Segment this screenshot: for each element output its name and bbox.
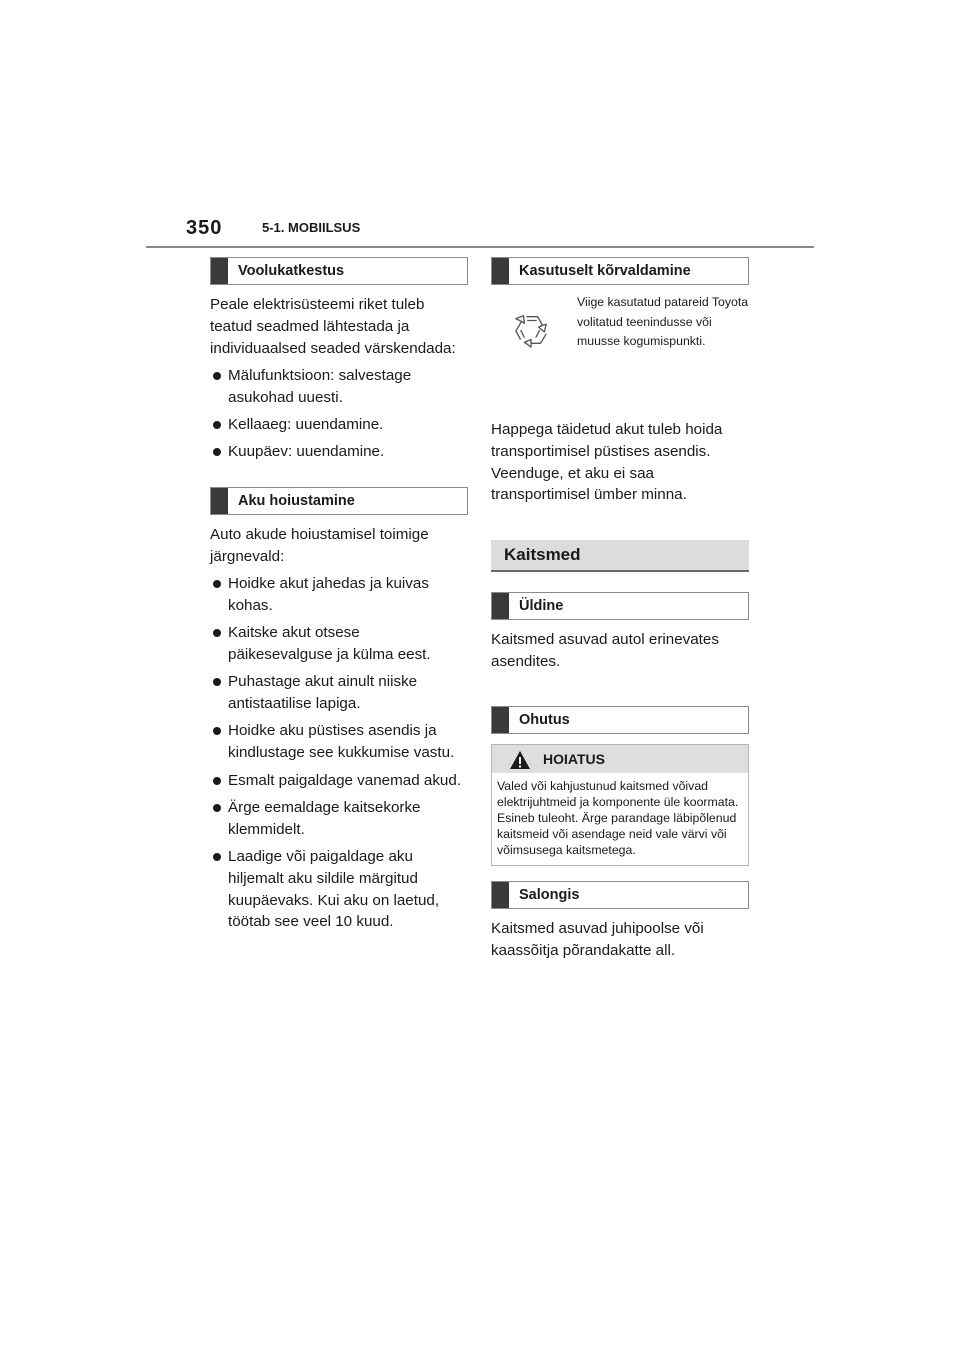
section-heading-uldine: Üldine [491, 592, 749, 620]
section-heading-ohutus: Ohutus [491, 706, 749, 734]
section-heading-voolukatkestus: Voolukatkestus [210, 257, 468, 285]
section-heading-salongis: Salongis [491, 881, 749, 909]
list-item: Laadige või paigaldage aku hiljemalt aku sildile märgitud kuupäevaks. Kui aku on laetud, töötab see veel 10 kuud. [210, 846, 468, 933]
warning-header [492, 745, 748, 773]
right-column [491, 257, 749, 961]
paragraph-fuses-interior: Kaitsmed asuvad juhipoolse või kaassõitja põrandakatte all. [491, 919, 704, 959]
bullet-list-battery-storage [210, 573, 468, 933]
warning-triangle-icon [509, 750, 531, 770]
section-heading-aku-hoiustamine: Aku hoiustamine [210, 487, 468, 515]
list-item: Puhastage akut ainult niiske antistaatilise lapiga. [210, 671, 468, 715]
page-header [146, 214, 814, 248]
list-item: Kaitske akut otsese päikesevalguse ja külma eest. [210, 622, 468, 666]
recycle-note [491, 285, 749, 375]
paragraph-fuses-general: Kaitsmed asuvad autol erinevates asendites. [491, 631, 719, 670]
left-column [210, 257, 468, 933]
list-item: Ärge eemaldage kaitsekorke klemmidelt. [210, 797, 468, 841]
list-item: Hoidke akut jahedas ja kuivas kohas. [210, 573, 468, 617]
warning-label: HOIATUS [543, 750, 605, 767]
paragraph-power-outage: Peale elektrisüsteemi riket tuleb teatud seadmed lähtestada ja individuaalsed seaded värskendada: [210, 296, 456, 357]
list-item: Esmalt paigaldage vanemad akud. [210, 770, 468, 792]
list-item: Kuupäev: uuendamine. [210, 441, 468, 463]
section-heading-kasutuselt-korvaldamine: Kasutuselt kõrvaldamine [491, 257, 749, 285]
chapter-title: 5-1. MOBIILSUS [262, 220, 361, 235]
warning-text: Valed või kahjustunud kaitsmed võivad elektrijuhtmeid ja komponente üle koormata. Esineb tuleoht. Ärge parandage läbipõlenud kaitsmeid või asendage neid vale värvi või võimsusega kaitsmetega. [497, 778, 739, 857]
paragraph-disposal: Happega täidetud akut tuleb hoida transportimisel püstises asendis. Veenduge, et aku ei saa transportimisel ümber minna. [491, 421, 723, 504]
page-number: 350 [186, 217, 223, 239]
recycle-text: Viige kasutatud patareid Toyota volitatud teenindusse või muusse kogumispunkti. [577, 295, 749, 348]
list-item: Hoidke aku püstises asendis ja kindlustage see kukkumise vastu. [210, 720, 468, 764]
recycle-icon [513, 311, 551, 349]
list-item: Mälufunktsioon: salvestage asukohad uuesti. [210, 365, 468, 409]
list-item: Kellaaeg: uuendamine. [210, 414, 468, 436]
paragraph-battery-storage: Auto akude hoiustamisel toimige järgnevald: [210, 526, 429, 565]
main-heading-kaitsmed: Kaitsmed [491, 540, 749, 572]
warning-box [491, 744, 749, 866]
bullet-list-power-outage [210, 365, 468, 463]
